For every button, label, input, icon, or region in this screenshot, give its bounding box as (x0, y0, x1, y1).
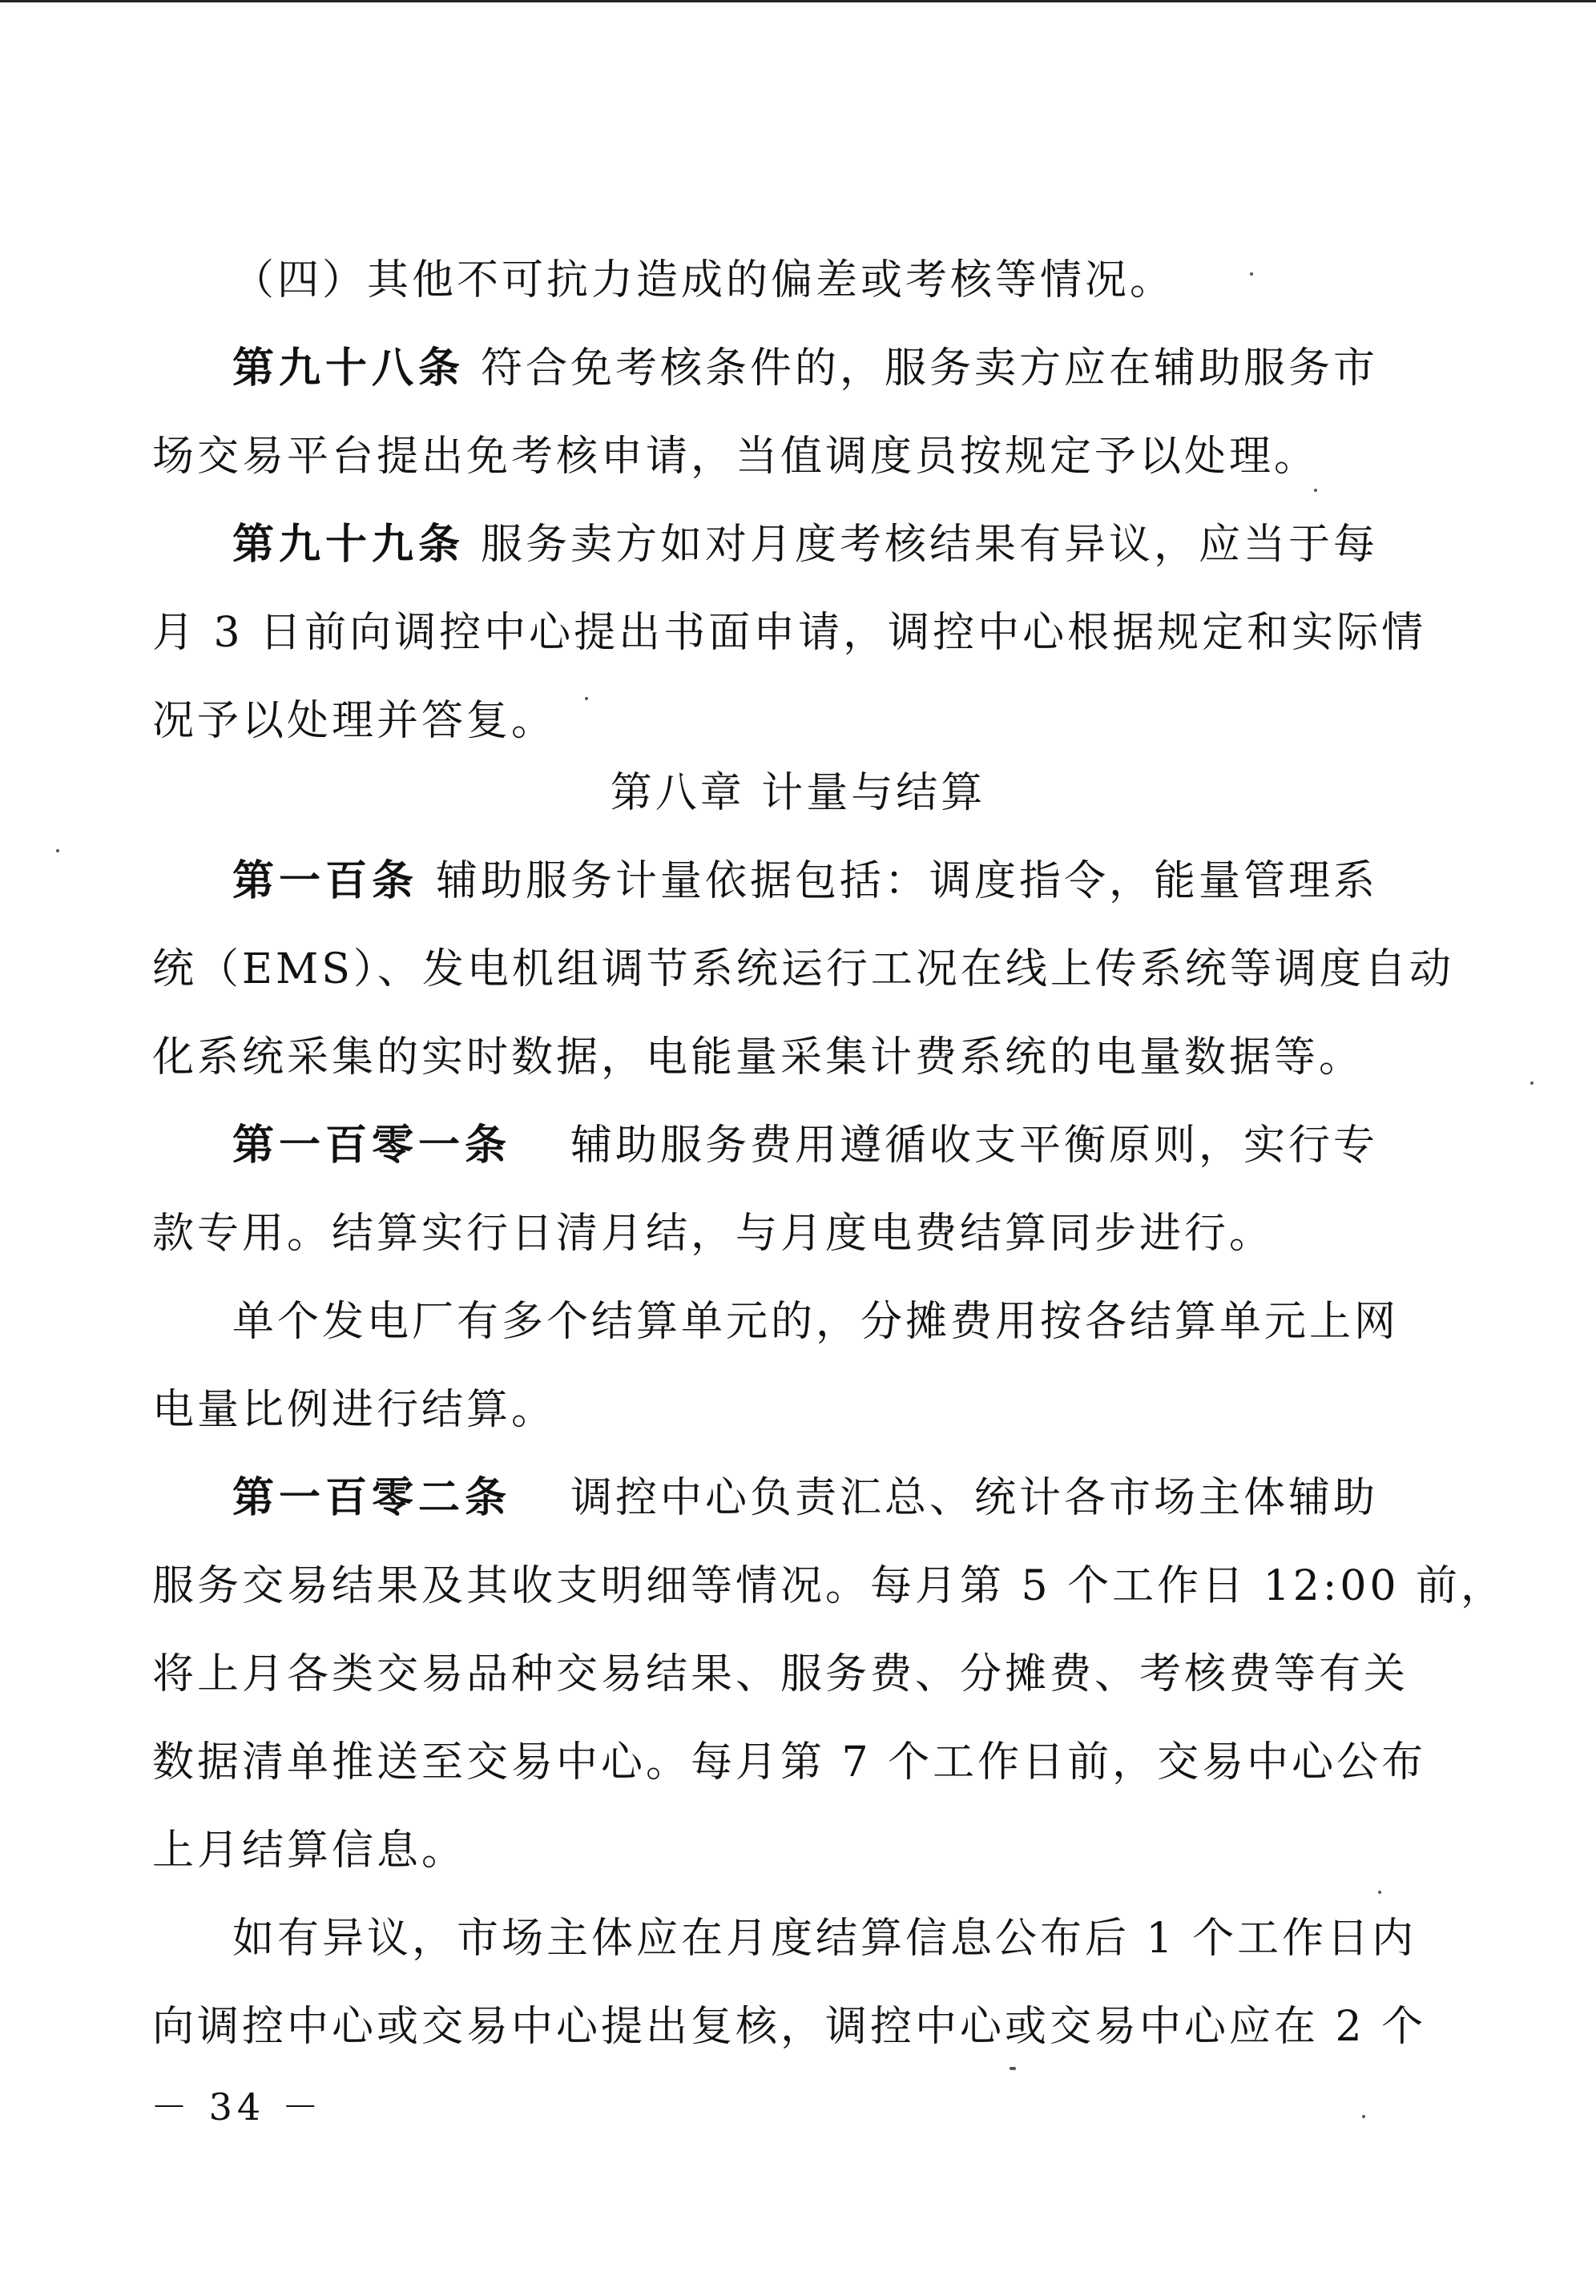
scan-top-edge (0, 0, 1596, 2)
scan-speck (1362, 2115, 1365, 2118)
paragraph-text: 场交易平台提出免考核申请，当值调度员按规定予以处理。 (152, 433, 1320, 481)
paragraph-text: 符合免考核条件的，服务卖方应在辅助服务市 (480, 344, 1378, 393)
paragraph-text: 化系统采集的实时数据，电能量采集计费系统的电量数据等。 (152, 1033, 1364, 1082)
paragraph-text: 辅助服务计量依据包括：调度指令，能量管理系 (435, 857, 1378, 905)
scan-speck (1314, 489, 1317, 492)
paragraph-text: 将上月各类交易品种交易结果、服务费、分摊费、考核费等有关 (152, 1650, 1409, 1698)
paragraph-line-1 (232, 255, 1378, 306)
article-number: 第九十八条 (232, 344, 466, 393)
article-number: 第九十九条 (232, 521, 466, 569)
scan-speck (1378, 1891, 1381, 1894)
article-100-line-2 (152, 944, 1454, 995)
article-101-line-3 (232, 1296, 1400, 1347)
article-102-line-3 (152, 1649, 1409, 1700)
article-101-line-4 (152, 1384, 1378, 1436)
paragraph-text: 辅助服务费用遵循收支平衡原则，实行专 (570, 1122, 1378, 1170)
paragraph-text: 单个发电厂有多个结算单元的，分摊费用按各结算单元上网 (232, 1298, 1400, 1346)
paragraph-text: （四）其他不可抗力造成的偏差或考核等情况。 (232, 256, 1175, 304)
paragraph-text: 服务卖方如对月度考核结果有异议，应当于每 (480, 521, 1378, 569)
article-98-line-1 (232, 343, 1378, 394)
article-102-line-1 (232, 1472, 1378, 1524)
article-100-line-3 (152, 1032, 1378, 1083)
paragraph-text: 上月结算信息。 (152, 1827, 467, 1875)
paragraph-text: 电量比例进行结算。 (152, 1386, 557, 1434)
paragraph-text: 统（EMS）、发电机组调节系统运行工况在线上传系统等调度自动 (152, 945, 1454, 993)
chapter-heading: 第八章 计量与结算 (610, 769, 986, 817)
article-102-line-4 (152, 1737, 1427, 1788)
article-99-line-3 (152, 695, 1378, 747)
paragraph-text: 服务交易结果及其收支明细等情况。每月第 5 个工作日 12:00 前， (152, 1562, 1506, 1610)
paragraph-text: 如有异议，市场主体应在月度结算信息公布后 1 个工作日内 (232, 1915, 1417, 1963)
article-99-line-1 (232, 519, 1378, 570)
paragraph-text: 月 3 日前向调控中心提出书面申请，调控中心根据规定和实际情 (152, 609, 1427, 657)
paragraph-text: 款专用。结算实行日清月结，与月度电费结算同步进行。 (152, 1210, 1275, 1258)
article-102-line-2 (152, 1561, 1506, 1612)
article-number: 第一百条 (232, 857, 419, 905)
scan-speck (1250, 272, 1253, 276)
article-102-line-5 (152, 1825, 1378, 1876)
article-number: 第一百零二条 (232, 1474, 512, 1522)
scan-speck (585, 697, 588, 700)
paragraph-text: 况予以处理并答复。 (152, 697, 557, 745)
article-101-line-1 (232, 1120, 1378, 1171)
paragraph-text: 数据清单推送至交易中心。每月第 7 个工作日前，交易中心公布 (152, 1738, 1427, 1786)
page-number: － 34 － (151, 2085, 324, 2129)
article-number: 第一百零一条 (232, 1122, 512, 1170)
paragraph-text: 向调控中心或交易中心提出复核，调控中心或交易中心应在 2 个 (152, 2003, 1427, 2051)
paragraph-text: 调控中心负责汇总、统计各市场主体辅助 (570, 1474, 1378, 1522)
scan-speck (1010, 2067, 1016, 2070)
scan-speck (1530, 1082, 1534, 1085)
article-102-line-7 (152, 2001, 1427, 2052)
article-98-line-2 (152, 431, 1378, 482)
article-101-line-2 (152, 1208, 1378, 1259)
article-100-line-1 (232, 856, 1378, 907)
article-102-line-6 (232, 1913, 1417, 1964)
scan-speck (56, 849, 59, 852)
article-99-line-2 (152, 607, 1427, 659)
